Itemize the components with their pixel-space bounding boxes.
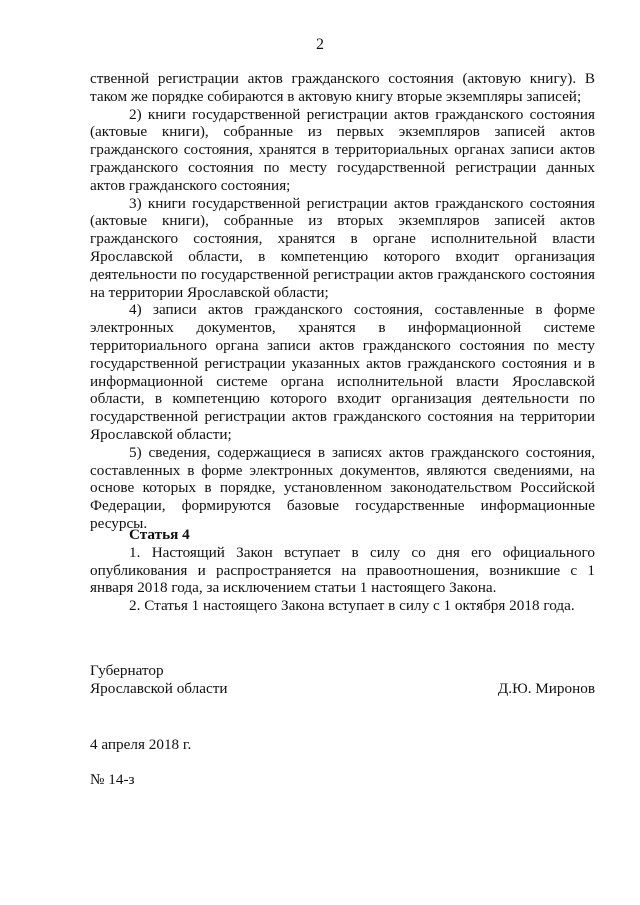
signature-row: [90, 680, 595, 698]
page-number: 2: [316, 36, 324, 53]
paragraph-item-4: 4) записи актов гражданского состояния, составленные в форме электронных документов, хранятся в информационной системе территориального органа записи актов гражданского состояния по месту государственной регистрации указанных актов гражданского состояния и в информационной системе органа исполнительной власти Ярославской области, в компетенцию которого входит организация деятельности по государственной регистрации актов гражданского состояния на территории Ярославской области;: [90, 301, 595, 443]
article-paragraph-2: 2. Статья 1 настоящего Закона вступает в силу с 1 октября 2018 года.: [129, 597, 575, 615]
signatory-title-line2: Ярославской области: [90, 680, 228, 697]
paragraph-item-5: 5) сведения, содержащиеся в записях актов гражданского состояния, составленных в форме электронных документов, являются сведениями, на основе которых в порядке, установленном законодательством Российской Федерации, формируются базовые государственные информационные ресурсы.: [90, 443, 595, 532]
signatory-name: Д.Ю. Миронов: [497, 680, 595, 697]
article-heading: Статья 4: [129, 526, 190, 543]
signatory-title-line1: Губернатор: [90, 662, 164, 679]
paragraph-item-3: 3) книги государственной регистрации актов гражданского состояния (актовые книги), собранные из вторых экземпляров записей актов гражданского состояния, хранятся в органе исполнительной власти Ярославской области, в компетенцию которого входит организация деятельности по государственной регистрации актов гражданского состояния на территории Ярославской области;: [90, 194, 595, 301]
law-number: № 14-з: [90, 771, 135, 788]
signature-block: [90, 662, 595, 698]
paragraph-item-2: 2) книги государственной регистрации актов гражданского состояния (актовые книги), собранные из первых экземпляров записей актов гражданского состояния, хранятся в территориальных органах записи актов гражданского состояния по месту государственной регистрации данных актов гражданского состояния;: [90, 105, 595, 194]
law-text-section: [90, 70, 595, 533]
document-date: 4 апреля 2018 г.: [90, 736, 192, 753]
article-paragraph-1: 1. Настоящий Закон вступает в силу со дня его официального опубликования и распространяется на правоотношения, возникшие с 1 января 2018 года, за исключением статьи 1 настоящего Закона.: [90, 543, 595, 597]
paragraph-continuation: ственной регистрации актов гражданского состояния (актовую книгу). В таком же порядке собираются в актовую книгу вторые экземпляры записей;: [90, 70, 595, 105]
article-4-section: [90, 526, 595, 615]
